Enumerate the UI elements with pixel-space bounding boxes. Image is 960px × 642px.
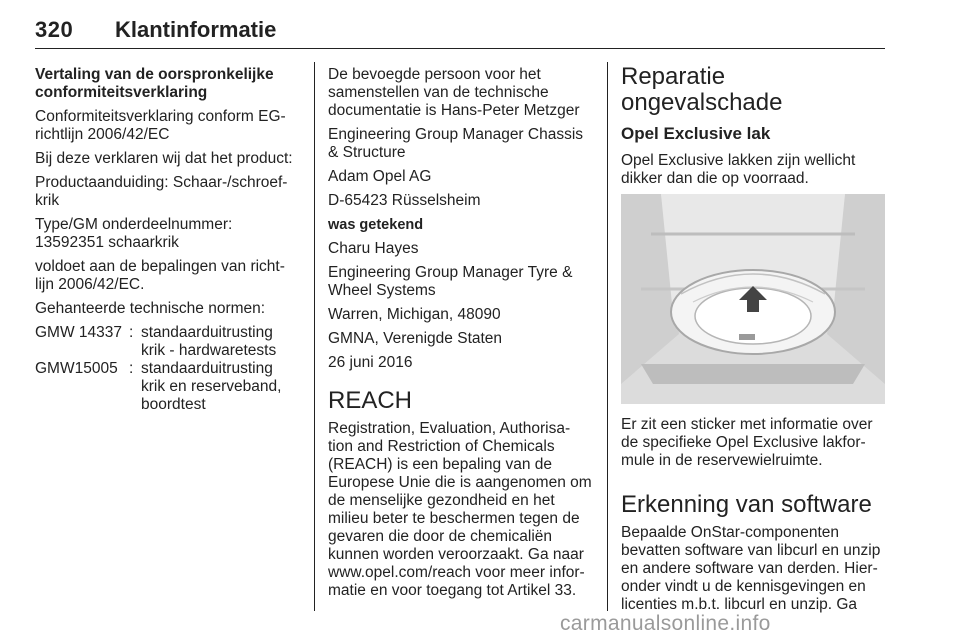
paragraph: GMNA, Verenigde Staten bbox=[328, 330, 503, 347]
section-heading-repair: Reparatie ongevalschade bbox=[621, 63, 783, 116]
column-divider-1 bbox=[314, 62, 315, 611]
spec-separator: : bbox=[129, 360, 134, 377]
spec-row bbox=[35, 324, 301, 360]
section-heading-reach: REACH bbox=[328, 387, 413, 414]
paragraph: Productaanduiding: Schaar-/schroef-krik bbox=[35, 174, 288, 209]
paragraph: 26 juni 2016 bbox=[328, 354, 413, 371]
paragraph: Opel Exclusive lakken zijn wellicht dikker dan die op voorraad. bbox=[621, 152, 856, 187]
paragraph: Bepaalde OnStar-componenten bevatten software van libcurl en unzip en andere software van derden. Hier-onder vindt u de kennisgevingen en licenties m.b.t. libcurl en unzip. Ga bbox=[621, 524, 881, 613]
page-header bbox=[35, 14, 885, 46]
paragraph: Adam Opel AG bbox=[328, 168, 432, 185]
spec-row bbox=[35, 360, 301, 414]
spare-wheel-well-illustration bbox=[621, 194, 885, 404]
page-title: Klantinformatie bbox=[115, 17, 277, 42]
section-heading-translation: Vertaling van de oorspronkelijke conformiteitsverklaring bbox=[35, 66, 274, 101]
header-rule bbox=[35, 48, 885, 49]
section-heading-software: Erkenning van software bbox=[621, 491, 872, 518]
spec-code: GMW15005 bbox=[35, 360, 118, 377]
column-divider-2 bbox=[607, 62, 608, 611]
paragraph: Engineering Group Manager Tyre & Wheel Systems bbox=[328, 264, 573, 299]
signed-label: was getekend bbox=[328, 217, 424, 233]
paragraph: Type/GM onderdeelnummer: 13592351 schaarkrik bbox=[35, 216, 233, 251]
paragraph: Charu Hayes bbox=[328, 240, 419, 257]
column-left bbox=[35, 66, 301, 414]
paragraph: Warren, Michigan, 48090 bbox=[328, 306, 501, 323]
spec-description: standaarduitrusting krik en reserveband, boordtest bbox=[141, 360, 282, 413]
column-middle bbox=[328, 66, 594, 606]
paragraph: De bevoegde persoon voor het samenstellen van de technische documentatie is Hans-Peter Metzger bbox=[328, 66, 580, 119]
column-right bbox=[621, 64, 887, 620]
paragraph: Bij deze verklaren wij dat het product: bbox=[35, 150, 293, 167]
paragraph: Gehanteerde technische normen: bbox=[35, 300, 266, 317]
paragraph: Er zit een sticker met informatie over de specifieke Opel Exclusive lakfor-mule in de reservewielruimte. bbox=[621, 416, 873, 469]
spare-wheel-well-drawing bbox=[621, 194, 885, 404]
paragraph: Registration, Evaluation, Authorisa-tion and Restriction of Chemicals (REACH) is een bepaling van de Europese Unie die is aangenomen om de menselijke gezondheid en het milieu beter te beschermen tegen de gevaren die door de chemicaliën kunnen worden veroorzaakt. Ga naar www.opel.com/reach voor meer infor-matie en voor toegang tot Artikel 33. bbox=[328, 420, 592, 599]
paragraph: Engineering Group Manager Chassis & Structure bbox=[328, 126, 584, 161]
paragraph: Conformiteitsverklaring conform EG-richtlijn 2006/42/EC bbox=[35, 108, 286, 143]
watermark: carmanualsonline.info bbox=[560, 612, 771, 635]
spec-description: standaarduitrusting krik - hardwaretests bbox=[141, 324, 277, 359]
page-number: 320 bbox=[35, 17, 74, 42]
spec-separator: : bbox=[129, 324, 134, 341]
paragraph: voldoet aan de bepalingen van richt-lijn 2006/42/EC. bbox=[35, 258, 285, 293]
subheading-exclusive-paint: Opel Exclusive lak bbox=[621, 124, 771, 143]
spec-code: GMW 14337 bbox=[35, 324, 123, 341]
paragraph: D-65423 Rüsselsheim bbox=[328, 192, 481, 209]
